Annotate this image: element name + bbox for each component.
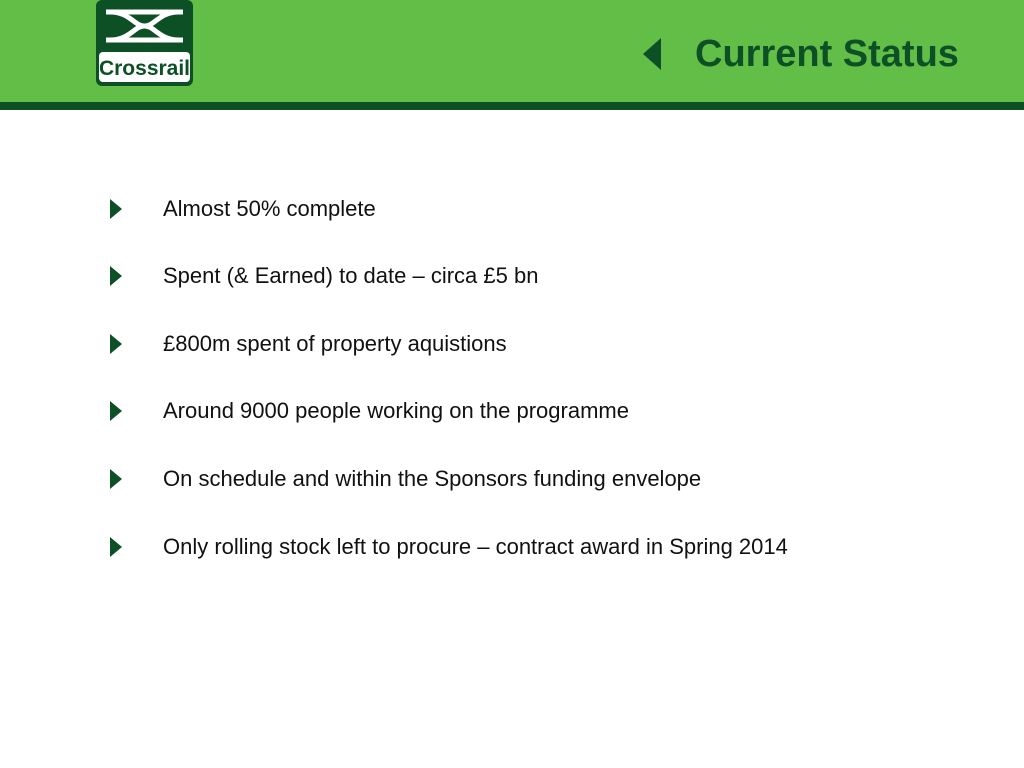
list-item [0, 260, 1024, 292]
list-item [0, 463, 1024, 495]
triangle-right-icon [110, 334, 122, 354]
triangle-right-icon [110, 199, 122, 219]
bullet-text: Only rolling stock left to procure – contract award in Spring 2014 [163, 534, 788, 559]
bullet-text: On schedule and within the Sponsors funding envelope [163, 466, 702, 491]
list-item [0, 193, 1024, 225]
bullet-text: Almost 50% complete [163, 196, 376, 221]
list-item [0, 328, 1024, 360]
list-item [0, 531, 1024, 563]
bullet-text: £800m spent of property aquistions [163, 331, 507, 356]
triangle-right-icon [110, 266, 122, 286]
slide-title: Current Status [695, 33, 959, 75]
triangle-right-icon [110, 469, 122, 489]
bullet-text: Spent (& Earned) to date – circa £5 bn [163, 263, 539, 288]
bullet-text: Around 9000 people working on the programme [163, 398, 629, 423]
list-item [0, 395, 1024, 427]
logo-wordmark: Crossrail [98, 57, 191, 80]
triangle-right-icon [110, 401, 122, 421]
triangle-right-icon [110, 537, 122, 557]
